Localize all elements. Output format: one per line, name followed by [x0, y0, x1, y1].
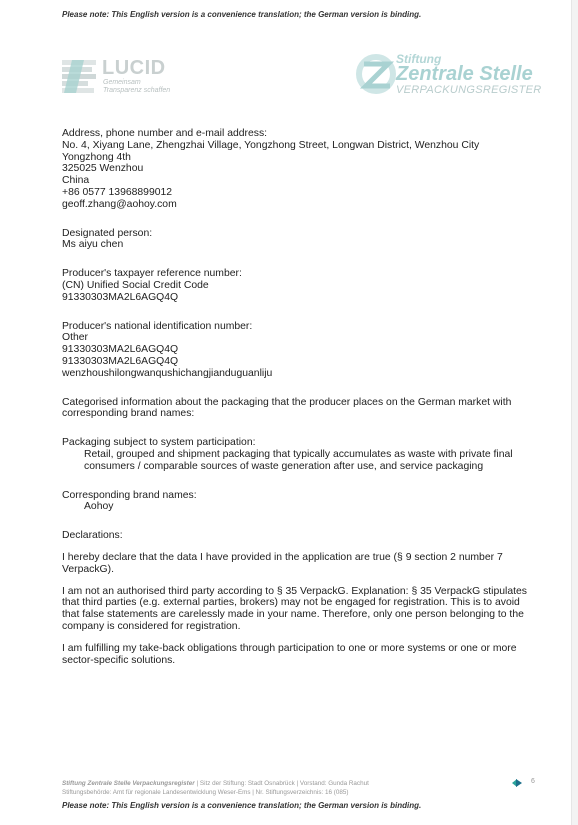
taxpayer-label: Producer's taxpayer reference number: [62, 268, 242, 280]
brands-value: Aohoy [84, 501, 114, 513]
lucid-tagline-2: Transparenz schaffen [103, 87, 171, 94]
brands-label: Corresponding brand names: [62, 489, 197, 501]
national-id-value-2: 91330303MA2L6AGQ4Q [62, 355, 179, 367]
lucid-mark-icon [62, 60, 98, 94]
packaging-value: Retail, grouped and shipment packaging that typically accumulates as waste with private final consumers / comparable sources of waste generation after use, and service packaging [84, 448, 513, 472]
page-edge-shadow [572, 0, 578, 825]
taxpayer-value: 91330303MA2L6AGQ4Q [62, 291, 179, 303]
national-id-label: Producer's national identification number: [62, 320, 253, 332]
declaration-1: I hereby declare that the data I have provided in the application are true (§ 9 section 2 number 7 VerpackG). [62, 551, 503, 575]
address-email: geoff.zhang@aohoy.com [62, 198, 177, 210]
zsvr-logo [356, 50, 546, 102]
declaration-3: I am fulfilling my take-back obligations through participation to one or more systems or one or more sector-specific solutions. [62, 642, 517, 666]
taxpayer-type: (CN) Unified Social Credit Code [62, 279, 209, 291]
zsvr-line-2: Zentrale Stelle [396, 63, 533, 85]
zsvr-line-1: Stiftung [396, 52, 442, 66]
national-id-type: Other [62, 332, 88, 344]
address-postal: 325025 Wenzhou [62, 163, 144, 175]
footer-arrow-icon [512, 779, 522, 787]
designated-label: Designated person: [62, 227, 153, 239]
footer-line-2: Stiftungsbehörde: Amt für regionale Landesentwicklung Weser-Ems | Nr. Stiftungsverzeichnis: 16 (085) [62, 789, 349, 796]
zsvr-line-3: VERPACKUNGSREGISTER [396, 84, 542, 96]
designated-value: Ms aiyu chen [62, 239, 124, 251]
national-id-value-3: wenzhoushilongwanqushichangjianduguanliju [62, 367, 273, 379]
footer [62, 779, 369, 797]
address-country: China [62, 175, 90, 187]
footer-line-1-rest: | Sitz der Stiftung: Stadt Osnabrück | Vorstand: Gunda Rachut [194, 780, 369, 787]
address-street: No. 4, Xiyang Lane, Zhengzhai Village, Yongzhong Street, Longwan District, Wenzhou City [62, 139, 480, 151]
lucid-name: LUCID [102, 57, 166, 79]
page-number: 6 [531, 778, 535, 785]
translation-notice-bottom: Please note: This English version is a convenience translation; the German version is binding. [62, 801, 422, 810]
footer-foundation-name: Stiftung Zentrale Stelle Verpackungsregister [62, 780, 195, 787]
address-phone: +86 0577 13968899012 [62, 186, 173, 198]
declaration-2: I am not an authorised third party according to § 35 VerpackG. Explanation: § 35 VerpackG stipulates that third parties (e.g. external parties, brokers) may not be engaged for registration. This is to avoid that false statements are carelessly made in your name. Therefore, only one person belonging to the company is considered for registration. [62, 585, 527, 632]
packaging-label: Packaging subject to system participation: [62, 437, 256, 449]
lucid-tagline-1: Gemeinsam [103, 79, 141, 86]
address-area: Yongzhong 4th [62, 151, 131, 163]
lucid-logo [60, 57, 190, 97]
zsvr-mark-icon [356, 52, 396, 96]
declarations-label: Declarations: [62, 530, 123, 542]
document-body [62, 128, 537, 666]
categorised-text: Categorised information about the packaging that the producer places on the German market with corresponding brand names: [62, 396, 512, 420]
translation-notice-top: Please note: This English version is a convenience translation; the German version is binding. [62, 10, 422, 19]
address-label: Address, phone number and e-mail address: [62, 128, 268, 139]
footer-line-1 [62, 779, 369, 788]
national-id-value-1: 91330303MA2L6AGQ4Q [62, 344, 179, 356]
